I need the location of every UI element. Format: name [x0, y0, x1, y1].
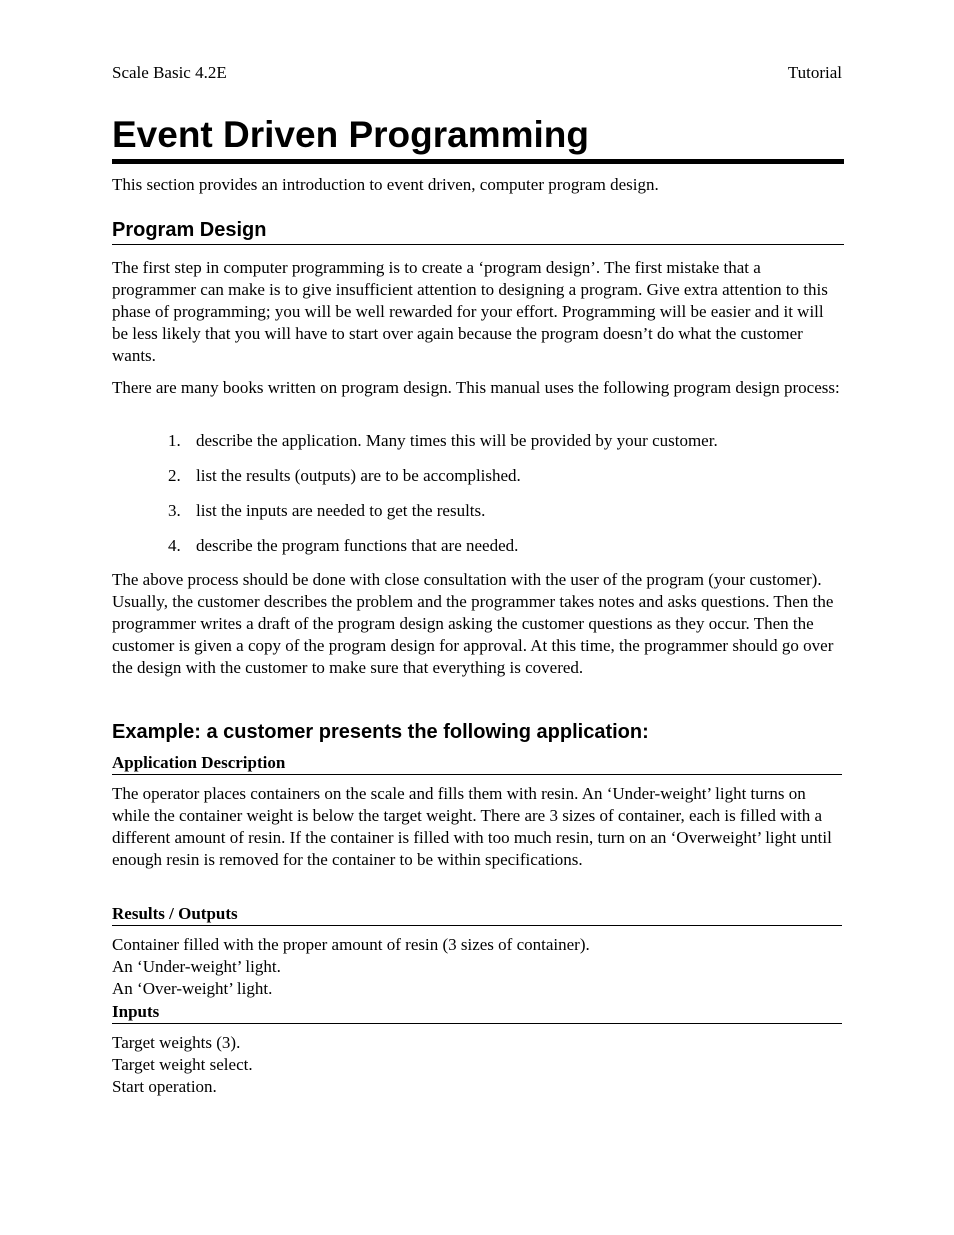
step-text: list the inputs are needed to get the results.	[196, 501, 486, 520]
design-step	[168, 465, 842, 500]
step-number: 2.	[168, 466, 181, 485]
results-item: An ‘Under-weight’ light.	[112, 957, 281, 976]
application-description-paragraph: The operator places containers on the scale and fills them with resin. An ‘Under-weight’ light turns on while the container weight is below the target weight. There are 3 sizes of container, each is filled with a different amount of resin. If the container is filled with too much resin, turn on an ‘Overweight’ light until enough resin is removed for the container to be within specifications.	[112, 784, 832, 869]
intro-paragraph: This section provides an introduction to event driven, computer program design.	[112, 175, 659, 194]
inputs-item: Target weight select.	[112, 1055, 253, 1074]
page-title: Event Driven Programming	[112, 112, 844, 164]
design-step	[168, 535, 842, 570]
program-design-paragraph-2: There are many books written on program design. This manual uses the following program design process:	[112, 378, 840, 397]
program-design-paragraph-3: The above process should be done with close consultation with the user of the program (your customer). Usually, the customer describes the problem and the programmer takes notes and asks questions. Then the programmer writes a draft of the program design asking the customer questions as they occur. Then the customer is given a copy of the program design for approval. At this time, the programmer should go over the design with the customer to make sure that everything is covered.	[112, 570, 834, 677]
inputs-item: Target weights (3).	[112, 1033, 241, 1052]
program-design-heading: Program Design	[112, 217, 844, 245]
step-text: list the results (outputs) are to be accomplished.	[196, 466, 521, 485]
running-header	[112, 62, 842, 84]
step-number: 4.	[168, 536, 181, 555]
results-outputs-heading: Results / Outputs	[112, 903, 842, 926]
step-text: describe the application. Many times this will be provided by your customer.	[196, 431, 718, 450]
example-heading: Example: a customer presents the following application:	[112, 721, 649, 743]
program-design-paragraph-1: The first step in computer programming is to create a ‘program design’. The first mistake that a programmer can make is to give insufficient attention to designing a program. Give extra attention to this phase of programming; you will be well rewarded for your effort. Programming will be easier and it will be less likely that you will have to start over again because the program doesn’t do what the customer wants.	[112, 258, 828, 365]
inputs-list	[112, 1032, 842, 1098]
header-section-name: Tutorial	[787, 63, 842, 82]
application-description-heading: Application Description	[112, 752, 842, 775]
inputs-heading: Inputs	[112, 1001, 842, 1024]
results-item: Container filled with the proper amount of resin (3 sizes of container).	[112, 935, 590, 954]
design-steps-list	[168, 430, 842, 570]
inputs-item: Start operation.	[112, 1077, 217, 1096]
step-text: describe the program functions that are needed.	[196, 536, 519, 555]
header-product-name: Scale Basic 4.2E	[112, 63, 227, 82]
design-step	[168, 500, 842, 535]
step-number: 3.	[168, 501, 181, 520]
design-step	[168, 430, 842, 465]
results-item: An ‘Over-weight’ light.	[112, 979, 273, 998]
step-number: 1.	[168, 431, 181, 450]
results-list	[112, 934, 842, 1000]
